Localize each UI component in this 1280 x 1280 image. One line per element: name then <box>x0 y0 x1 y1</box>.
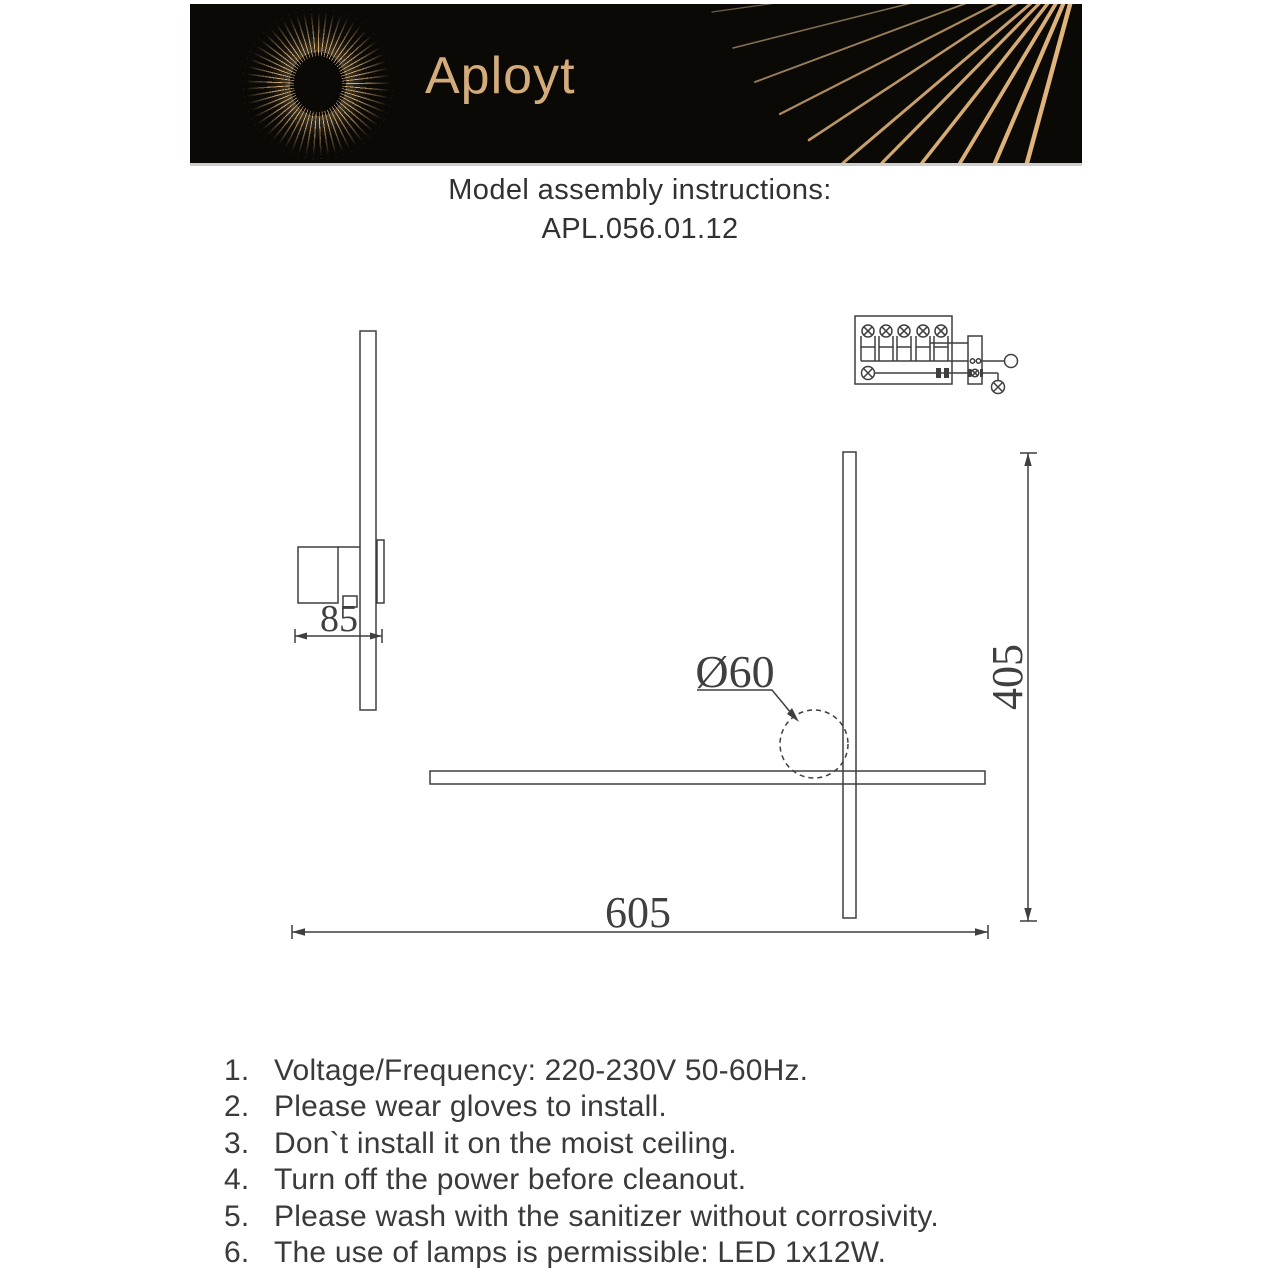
instruction-number: 1. <box>224 1054 250 1087</box>
model-code: APL.056.01.12 <box>541 213 739 245</box>
instruction-text: The use of lamps is permissible: LED 1x12W. <box>274 1236 887 1270</box>
instruction-text: Please wear gloves to install. <box>274 1090 667 1124</box>
dimension-605-label: 605 <box>605 888 671 937</box>
side-view <box>295 331 384 710</box>
dimension-405-label: 405 <box>983 644 1032 710</box>
wiring-diagram <box>855 316 1018 394</box>
lamp-symbol <box>1005 355 1018 368</box>
instruction-item <box>212 1089 939 1125</box>
dimension-85-label: 85 <box>320 598 358 640</box>
instruction-item <box>212 1235 939 1271</box>
instruction-list <box>212 1053 939 1271</box>
instruction-number: 6. <box>224 1236 250 1270</box>
dimension-diameter-label: Ø60 <box>695 646 775 697</box>
instruction-item <box>212 1053 939 1089</box>
instruction-item <box>212 1162 939 1198</box>
instruction-number: 5. <box>224 1199 250 1233</box>
instruction-item <box>212 1199 939 1235</box>
sphere-outline <box>780 710 848 778</box>
instruction-text: Turn off the power before cleanout. <box>274 1163 747 1197</box>
instruction-number: 4. <box>224 1163 250 1197</box>
instruction-text: Voltage/Frequency: 220-230V 50-60Hz. <box>274 1054 809 1087</box>
page-title: Model assembly instructions: <box>448 174 832 206</box>
instruction-text: Please wash with the sanitizer without corrosivity. <box>274 1199 939 1233</box>
instruction-number: 3. <box>224 1126 250 1160</box>
instruction-item <box>212 1126 939 1162</box>
instruction-number: 2. <box>224 1090 250 1124</box>
instruction-text: Don`t install it on the moist ceiling. <box>274 1126 737 1160</box>
front-view <box>292 452 1037 939</box>
brand-name: Aployt <box>425 47 576 105</box>
